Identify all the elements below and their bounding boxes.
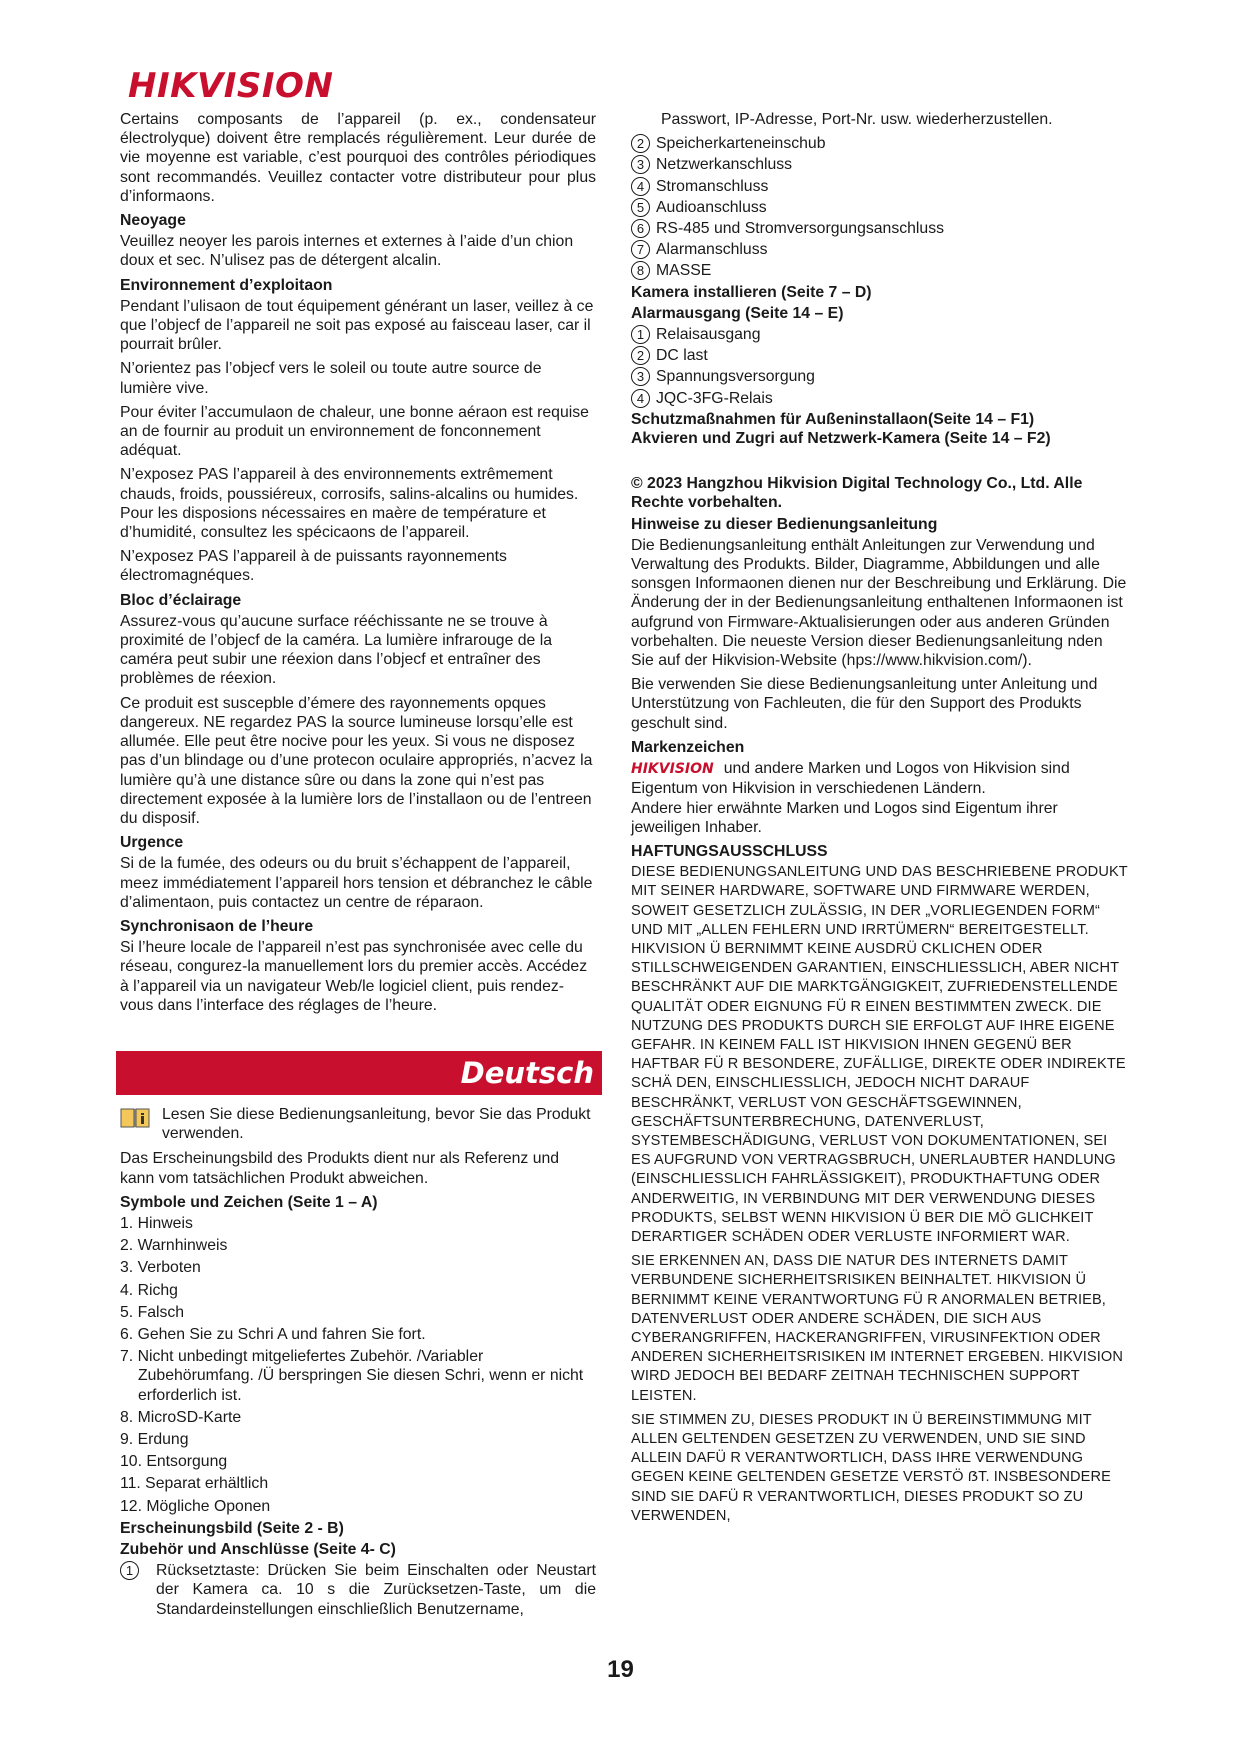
paragraph: Veuillez neoyer les parois internes et externes à l’aide d’un chion doux et sec. N’ulisez pas de détergent alcalin. (120, 233, 574, 270)
paragraph: N’exposez PAS l’appareil à de puissants rayonnements électromagnéques. (120, 548, 507, 585)
alarm-text: JQC-3FG-Relais (656, 389, 773, 407)
section-heading: Environnement d’exploitaon (120, 276, 333, 294)
port-item (631, 134, 1128, 153)
alarm-item (631, 389, 1128, 408)
port-text: Rücksetztaste: Drücken Sie beim Einschalten oder Neustart der Kamera ca. 10 s die Zurücksetzen-Taste, um die Standardeinstellungen einschließlich Benutzername, (156, 1562, 596, 1618)
circled-number: 3 (631, 367, 650, 386)
paragraph: Si l’heure locale de l’appareil n’est pas synchronisée avec celle du réseau, congurez-la manuellement lors du premier accès. Accédez à l’appareil via un navigateur Web/le logiciel client, puis rendez-vous dans l’interface des réglages de l’heure. (120, 939, 588, 1014)
circled-number: 2 (631, 346, 650, 365)
read-manual-text: Lesen Sie diese Bedienungsanleitung, bevor Sie das Produkt verwenden. (162, 1105, 591, 1143)
paragraph: Certains composants de l’appareil (p. ex., condensateur électrolyque) doivent être remplacés régulièrement. Leur durée de vie moyenne est variable, c’est pourquoi des contrôles périodiques sont recommandés. Veuillez contacter votre distributeur pour plus d’informaons. (120, 111, 596, 205)
paragraph: Pour éviter l’accumulaon de chaleur, une bonne aéraon est requise an de fournir au produit un environnement de fonconnement adéquat. (120, 403, 589, 460)
disclaimer-paragraph: DIESE BEDIENUNGSANLEITUNG UND DAS BESCHRIEBENE PRODUKT MIT SEINER HARDWARE, SOFTWARE UND FIRMWARE WERDEN, SOWEIT GESETZLICH ZULÄSSIG, IN DER „VORLIEGENDEN FORM“ UND MIT „ALLEN FEHLERN UND IRRTÜMERN“ BEREITGESTELLT. HIKVISION Ü BERNIMMT KEINE AUSDRÜ CKLICHEN ODER STILLSCHWEIGENDEN GARANTIEN, EINSCHLIESSLICH, ABER NICHT BESCHRÄNKT AUF DIE MARKTGÄNGIGKEIT, ZUFRIEDENSTELLENDE QUALITÄT ODER EIGNUNG FÜ R EINEN BESTIMMTEN ZWECK. DIE NUTZUNG DES PRODUKTS DURCH SIE ERFOLGT AUF IHRE EIGENE GEFAHR. IN KEINEM FALL IST HIKVISION IHNEN GEGENÜ BER HAFTBAR FÜ R BESONDERE, ZUFÄLLIGE, DIREKTE ODER INDIREKTE SCHÄ DEN, EINSCHLIESSLICH, JEDOCH NICHT DARAUF BESCHRÄNKT, VERLUST VON GESCHÄFTSGEWINNEN, GESCHÄFTSUNTERBRECHUNG, DATENVERLUST, SYSTEMBESCHÄDIGUNG, VERLUST VON DOKUMENTATIONEN, SEI ES AUFGRUND VON VERTRAGSBRUCH, UNERLAUBTER HANDLUNG (EINSCHLIESSLICH FAHRLÄSSIGKEIT), PRODUKTHAFTUNG ODER ANDERWEITIG, IN VERBINDUNG MIT DER VERWENDUNG DIESES PRODUKTS, SELBST WENN HIKVISION Ü BER DIE MÖ GLICHKEIT DERARTIGER SCHÄDEN ODER VERLUSTE INFORMIERT WAR. (631, 864, 1128, 1245)
section-heading: Symbole und Zeichen (Seite 1 – A) (120, 1193, 378, 1211)
port-item (631, 261, 1128, 280)
section-heading: Bloc d’éclairage (120, 591, 242, 609)
port-text: RS-485 und Stromversorgungsanschluss (656, 220, 945, 238)
trademark-text: und andere Marken und Logos von Hikvision sind Eigentum von Hikvision in verschiedenen Ländern. (631, 760, 1070, 798)
paragraph: Passwort, IP-Adresse, Port-Nr. usw. wiederherzustellen. (661, 111, 1053, 128)
section-heading: Alarmausgang (Seite 14 – E) (631, 304, 844, 322)
paragraph: Si de la fumée, des odeurs ou du bruit s’échappent de l’appareil, meez immédiatement l’appareil hors tension et débranchez le câble d’alimentaon, puis contactez un centre de réparaon. (120, 855, 593, 911)
hikvision-logo: HIKVISION (128, 66, 334, 106)
circled-number: 5 (631, 198, 650, 217)
paragraph: N’orientez pas l’objecf vers le soleil ou toute autre source de lumière vive. (120, 360, 542, 397)
alarm-item (631, 346, 1128, 365)
right-column (631, 110, 1128, 1531)
alarm-item (631, 367, 1128, 386)
section-heading: Markenzeichen (631, 738, 745, 756)
hikvision-inline-logo: HIKVISION (631, 761, 714, 778)
port-text: MASSE (656, 262, 712, 280)
circled-number: 7 (631, 240, 650, 259)
page-number: 19 (607, 1656, 634, 1683)
list-item: 9. Erdung (120, 1430, 189, 1448)
list-item: 5. Falsch (120, 1303, 185, 1321)
circled-number: 8 (631, 261, 650, 280)
section-heading: Urgence (120, 834, 184, 852)
port-text: Netzwerkanschluss (656, 156, 793, 174)
section-heading: Erscheinungsbild (Seite 2 - B) (120, 1519, 344, 1537)
circled-number: 4 (631, 177, 650, 196)
paragraph: Das Erscheinungsbild des Produkts dient nur als Referenz und kann vom tatsächlichen Produkt abweichen. (120, 1150, 560, 1187)
circled-number: 1 (631, 325, 650, 344)
circled-number: 2 (631, 134, 650, 153)
paragraph: Andere hier erwähnte Marken und Logos sind Eigentum ihrer jeweiligen Inhaber. (631, 799, 1058, 836)
disclaimer-paragraph: SIE ERKENNEN AN, DASS DIE NATUR DES INTERNETS DAMIT VERBUNDENE SICHERHEITSRISIKEN BEINHALTET. HIKVISION Ü BERNIMMT KEINE VERANTWORTUNG FÜ R ANORMALEN BETRIEB, DATENVERLUST ODER ANDERE SCHÄDEN, DIE SICH AUS CYBERANGRIFFEN, HACKERANGRIFFEN, VIRUSINFEKTION ODER ANDEREN SICHERHEITSRISIKEN IM INTERNET ERGEBEN. HIKVISION WIRD JEDOCH BEI BEDARF ZEITNAH TECHNISCHEN SUPPORT LEISTEN. (631, 1253, 1123, 1404)
paragraph: Bie verwenden Sie diese Bedienungsanleitung unter Anleitung und Unterstützung von Fachleuten, die für den Support des Produkts geschult sind. (631, 676, 1098, 732)
manual-book-icon (120, 1107, 150, 1129)
port-text: Alarmanschluss (656, 241, 768, 259)
section-heading: Kamera installieren (Seite 7 – D) (631, 283, 872, 301)
section-heading: Schutzmaßnahmen für Außeninstallaon(Seite 14 – F1) (631, 410, 1035, 428)
circled-number: 1 (120, 1561, 139, 1580)
circled-number: 4 (631, 389, 650, 408)
port-text: Stromanschluss (656, 177, 769, 195)
list-item: 1. Hinweis (120, 1214, 193, 1232)
symbol-list (120, 1214, 596, 1516)
list-item: 11. Separat erhältlich (120, 1475, 269, 1493)
circled-number: 3 (631, 155, 650, 174)
list-item: 3. Verboten (120, 1259, 201, 1277)
alarm-text: Spannungsversorgung (656, 368, 815, 386)
circled-number: 6 (631, 219, 650, 238)
port-item (631, 219, 1128, 238)
paragraph: N’exposez PAS l’appareil à des environnements extrêmement chauds, froids, poussiéreux, corrosifs, salins-alcalins ou humides. Pour les disposions nécessaires en maère de température et d’humidité, consultez les spécicaons de l’appareil. (120, 466, 579, 542)
port-item (631, 198, 1128, 217)
port-item (631, 240, 1128, 259)
left-column (120, 110, 596, 1621)
trademark-paragraph (631, 759, 1128, 798)
paragraph: Assurez-vous qu’aucune surface rééchissante ne se trouve à proximité de l’objecf de la caméra. La lumière infrarouge de la caméra peut subir une réexion dans l’objecf et entraîner des problèmes de réexion. (120, 612, 553, 688)
port-item (120, 1561, 596, 1619)
section-heading: Zubehör und Anschlüsse (Seite 4- C) (120, 1541, 396, 1558)
port-text: Speicherkarteneinschub (656, 135, 826, 153)
port-text: Audioanschluss (656, 198, 767, 216)
section-heading: Akvieren und Zugri auf Netzwerk-Kamera (Seite 14 – F2) (631, 430, 1051, 448)
port-item (631, 177, 1128, 196)
alarm-text: Relaisausgang (656, 326, 761, 344)
language-banner: Deutsch (116, 1051, 602, 1095)
section-heading: Synchronisaon de l’heure (120, 917, 314, 935)
section-heading: Neoyage (120, 212, 186, 230)
paragraph: Die Bedienungsanleitung enthält Anleitungen zur Verwendung und Verwaltung des Produkts. Bilder, Diagramme, Abbildungen und alle sonsgen Informaonen dienen nur der Beschreibung und Erklärung. Die Änderung der in der Bedienungsanleitung enthaltenen Informaonen ist aufgrund von Firmware-Aktualisierungen oder aus anderen Gründen vorbehalten. Die neueste Version dieser Bedienungsanleitung nden Sie auf der Hikvision-Website (hps://www.hikvision.com/). (631, 536, 1127, 670)
list-item: 2. Warnhinweis (120, 1237, 228, 1255)
list-item: 10. Entsorgung (120, 1453, 228, 1471)
paragraph: Pendant l’ulisaon de tout équipement générant un laser, veillez à ce que l’objecf de l’appareil ne soit pas exposé au faisceau laser, car il pourrait brûler. (120, 297, 594, 354)
section-heading: Hinweise zu dieser Bedienungsanleitung (631, 515, 938, 533)
list-item: 12. Mögliche Oponen (120, 1497, 271, 1515)
alarm-item (631, 325, 1128, 344)
copyright-notice: © 2023 Hangzhou Hikvision Digital Technology Co., Ltd. Alle Rechte vorbehalten. (631, 475, 1083, 512)
section-heading: HAFTUNGSAUSSCHLUSS (631, 842, 828, 860)
list-item: 6. Gehen Sie zu Schri A und fahren Sie fort. (120, 1325, 426, 1343)
port-item (631, 155, 1128, 174)
read-manual-note (120, 1105, 596, 1143)
alarm-text: DC last (656, 347, 708, 365)
disclaimer-paragraph: SIE STIMMEN ZU, DIESES PRODUKT IN Ü BEREINSTIMMUNG MIT ALLEN GELTENDEN GESETZEN ZU VERWENDEN, UND SIE SIND ALLEIN DAFÜ R VERANTWORTLICH, DASS IHRE VERWENDUNG GEGEN KEINE GELTENDEN GESETZE VERSTÖ ẞT. INSBESONDERE SIND SIE DAFÜ R VERANTWORTLICH, DIESES PRODUKT SO ZU VERWENDEN, (631, 1411, 1111, 1524)
list-item: 4. Richg (120, 1281, 178, 1299)
list-item: 7. Nicht unbedingt mitgeliefertes Zubehör. /Variabler Zubehörumfang. /Ü berspringen Sie diesen Schri, wenn er nicht erforderlich ist. (120, 1348, 584, 1404)
paragraph: Ce produit est suscepble d’émere des rayonnements opques dangereux. NE regardez PAS la source lumineuse lorsqu’elle est allumée. Elle peut être nocive pour les yeux. Si vous ne disposez pas d’un blindage ou d’une protecon oculaire appropriés, n’acvez la lumière qu’à une distance sûre ou dans la zone qui n’est pas directement exposée à la lumière lors de l’installaon ou de l’entreen du disposif. (120, 694, 593, 827)
list-item: 8. MicroSD-Karte (120, 1408, 242, 1426)
